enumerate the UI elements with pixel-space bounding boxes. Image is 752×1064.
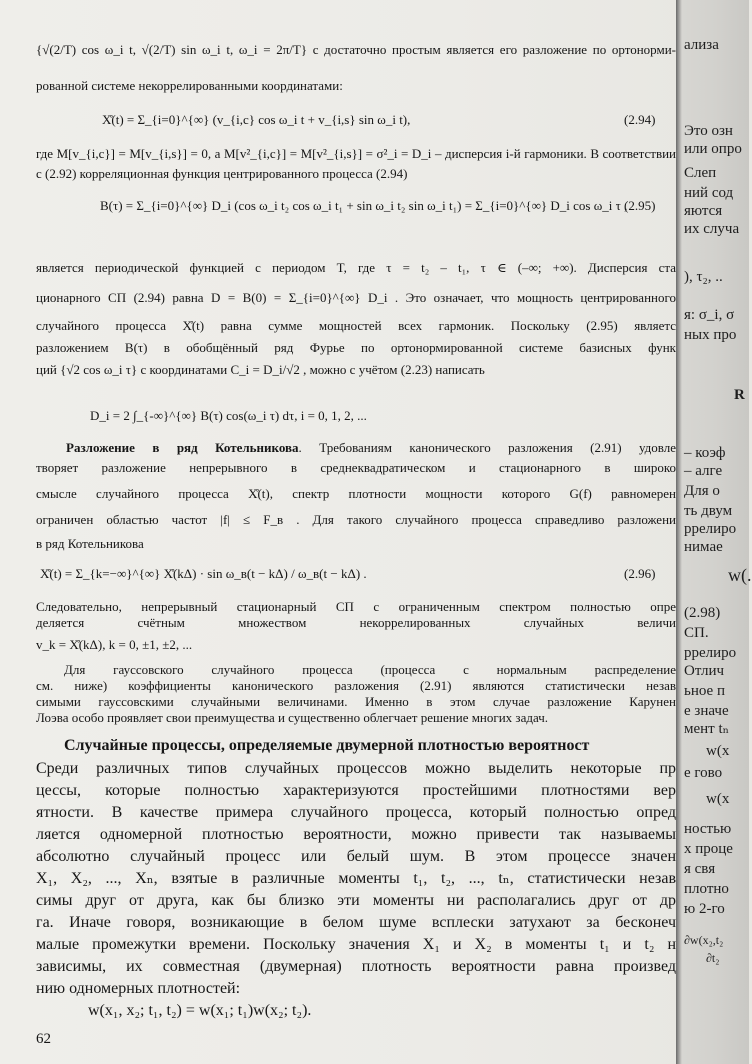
strip-fragment: х проце [684,841,733,857]
strip-fragment: мент tₙ [684,721,730,737]
adjacent-page-strip [676,0,752,1064]
equation-2-95: B(τ) = Σ_{i=0}^{∞} D_i (cos ω_i t₂ cos ω_i t₁ + sin ω_i t₂ sin ω_i t₁) = Σ_{i=0}^{∞} D_i cos ω_i τ , [100,198,628,213]
strip-fragment: я: σ_i, σ [684,307,735,323]
equation-2-96: X̊(t) = Σ_{k=−∞}^{∞} X̊(kΔ) · sin ω_в(t − kΔ) / ω_в(t − kΔ) . [40,566,367,581]
strip-fragment: ть двум [684,503,733,519]
strip-fragment: е гово [684,765,723,781]
text-line: ционарного СП (2.94) равна D = B(0) = Σ_{i=0}^{∞} D_i . Это означает, что мощность центрированного [36,290,676,305]
kotelnikov-title: Разложение в ряд Котельникова [66,440,299,455]
text-line: Среди различных типов случайных процессов можно выделить некоторые пр [36,760,676,777]
equation-2-94: X̊(t) = Σ_{i=0}^{∞} (v_{i,c} cos ω_i t + v_{i,s} sin ω_i t), [102,112,411,127]
kotelnikov-text: . Требованиям канонического разложения (2.91) удовле [298,440,677,455]
text-line: Лоэва особо проявляет свои преимущества и существенно облегчает решение многих задач. [36,710,548,725]
strip-fragment: ррелиро [684,521,737,537]
strip-fragment: w(x [706,791,730,807]
strip-fragment: w(x [706,743,730,759]
strip-fragment: я свя [684,861,716,877]
strip-fragment: (2.98) [684,605,721,621]
strip-fragment: Отлич [684,663,725,679]
strip-fragment: – алге [684,463,723,479]
text-line: деляется счётным множеством некоррелированных случайных величи [36,615,676,630]
strip-fragment: Слеп [684,165,717,181]
text-line: зависимы, их совместная (двумерная) плотность вероятности равна произвед [36,958,676,975]
strip-fragment: их случа [684,221,740,237]
final-formula: w(x₁, x₂; t₁, t₂) = w(x₁; t₁)w(x₂; t₂). [88,1002,312,1019]
strip-fragment: ), τ₂, .. [684,269,723,285]
text-line: творяет разложение непрерывного в среднеквадратическом и стационарного в широко [36,460,676,475]
text-line: случайного процесса X̊(t) равна сумме мощностей всех гармоник. Поскольку (2.95) являетс [36,318,676,333]
text-line: симыми гауссовскими случайными величинами. Именно в этом случае разложение Карунен [36,694,676,709]
strip-fragment: нимае [684,539,723,555]
top-block [36,38,676,98]
equation-di: D_i = 2 ∫_{-∞}^{∞} B(τ) cos(ω_i τ) dτ, i = 0, 1, 2, ... [90,408,367,423]
strip-fragment: е значе [684,703,729,719]
text-line: в ряд Котельникова [36,536,144,551]
strip-fragment: ных про [684,327,737,343]
text-line: ляется одномерной плотностью вероятности, можно привести так называемы [36,826,676,843]
page-number: 62 [36,1031,51,1047]
text-line: ятности. В качестве примера случайного процесса, который полностью опред [36,804,676,821]
paragraph-2 [36,599,676,659]
text-line: разложением B(τ) в обобщённый ряд Фурье по ортонормированной системе базисных функ [36,340,676,355]
text-line: цессы, которые полностью характеризуются простейшими плотностями вер [36,782,676,799]
strip-fragment: – коэф [684,445,726,461]
paragraph-3 [36,662,676,742]
text-line: см. ниже) коэффициенты канонического разложения (2.91) являются статистически незав [36,678,676,693]
text-line: v_k = X̊(kΔ), k = 0, ±1, ±2, ... [36,637,193,652]
equation-number-2-96: (2.96) [624,566,656,581]
strip-fragment: ∂t₂ [706,951,720,965]
strip-fragment: плотно [684,881,729,897]
text-line: нию одномерных плотностей: [36,980,241,997]
strip-fragment: Для о [684,483,720,499]
text-line: Для гауссовского случайного процесса (процесса с нормальным распределение [64,662,676,677]
where-block [36,146,676,186]
strip-fragment: ∂w(x₂,t₂ [684,933,724,947]
paragraph-1 [36,260,676,380]
kotelnikov-paragraph [36,440,676,555]
text-line: симы друг от друга, как бы близко эти моменты ни располагались друг от др [36,892,676,909]
text-line: где M[v_{i,c}] = M[v_{i,s}] = 0, а M[v²_{i,c}] = M[v²_{i,s}] = σ²_i = D_i – дисперсия i-й гармоники. В соответствии [36,146,676,161]
strip-fragment: Это озн [684,123,733,139]
text-line: ограничен областью частот |f| ≤ F_в . Для такого случайного процесса справедливо разложени [36,512,676,527]
text-line: ций {√2 cos ω_i τ} с координатами C_i = D_i/√2 , можно с учётом (2.23) написать [36,362,485,377]
text-line [36,440,676,456]
strip-fragment: СП. [684,625,709,641]
basis-line: {√(2/T) cos ω_i t, √(2/T) sin ω_i t, ω_i = 2π/T} с достаточно простым является его разложение по ортонорми- [36,42,676,57]
text-line: смысле случайного процесса X̊(t), спектр плотности мощности которого G(f) равномерен [36,486,676,501]
text-line: рованной системе некоррелированными координатами: [36,78,343,93]
strip-fragment: ьное п [684,683,725,699]
section-two-dim-density [36,738,676,1028]
text-line: абсолютно случайный процесс или белый шум. В этом процессе значен [36,848,676,865]
text-line: Следовательно, непрерывный стационарный СП с ограниченным спектром полностью опре [36,599,676,614]
equation-number-2-95: (2.95) [624,198,656,213]
strip-fragment: ний сод [684,185,734,201]
strip-fragment: ализа [684,37,719,53]
strip-fragment: ностью [684,821,732,837]
section-heading: Случайные процессы, определяемые двумерной плотностью вероятност [64,737,590,754]
text-line: X₁, X₂, ..., Xₙ, взятые в различные моменты t₁, t₂, ..., tₙ, статистически незав [36,870,676,887]
strip-fragment: w(. [728,565,752,585]
text-line: с (2.92) корреляционная функция центрированного процесса (2.94) [36,166,408,181]
strip-fragment: R [734,387,745,403]
text-line: является периодической функцией с периодом T, где τ = t₂ – t₁, τ ∈ (–∞; +∞). Дисперсия ста [36,260,676,275]
text-line: га. Иначе говоря, возникающие в белом шуме всплески затухают за бесконеч [36,914,676,931]
strip-fragment: ю 2-го [684,901,725,917]
equation-number-2-94: (2.94) [624,112,656,127]
text-line: малые промежутки времени. Поскольку значения X₁ и X₂ в моменты t₁ и t₂ н [36,936,677,953]
strip-fragment: яются [684,203,723,219]
strip-fragment: ррелиро [684,645,737,661]
strip-fragment: или опро [684,141,742,157]
